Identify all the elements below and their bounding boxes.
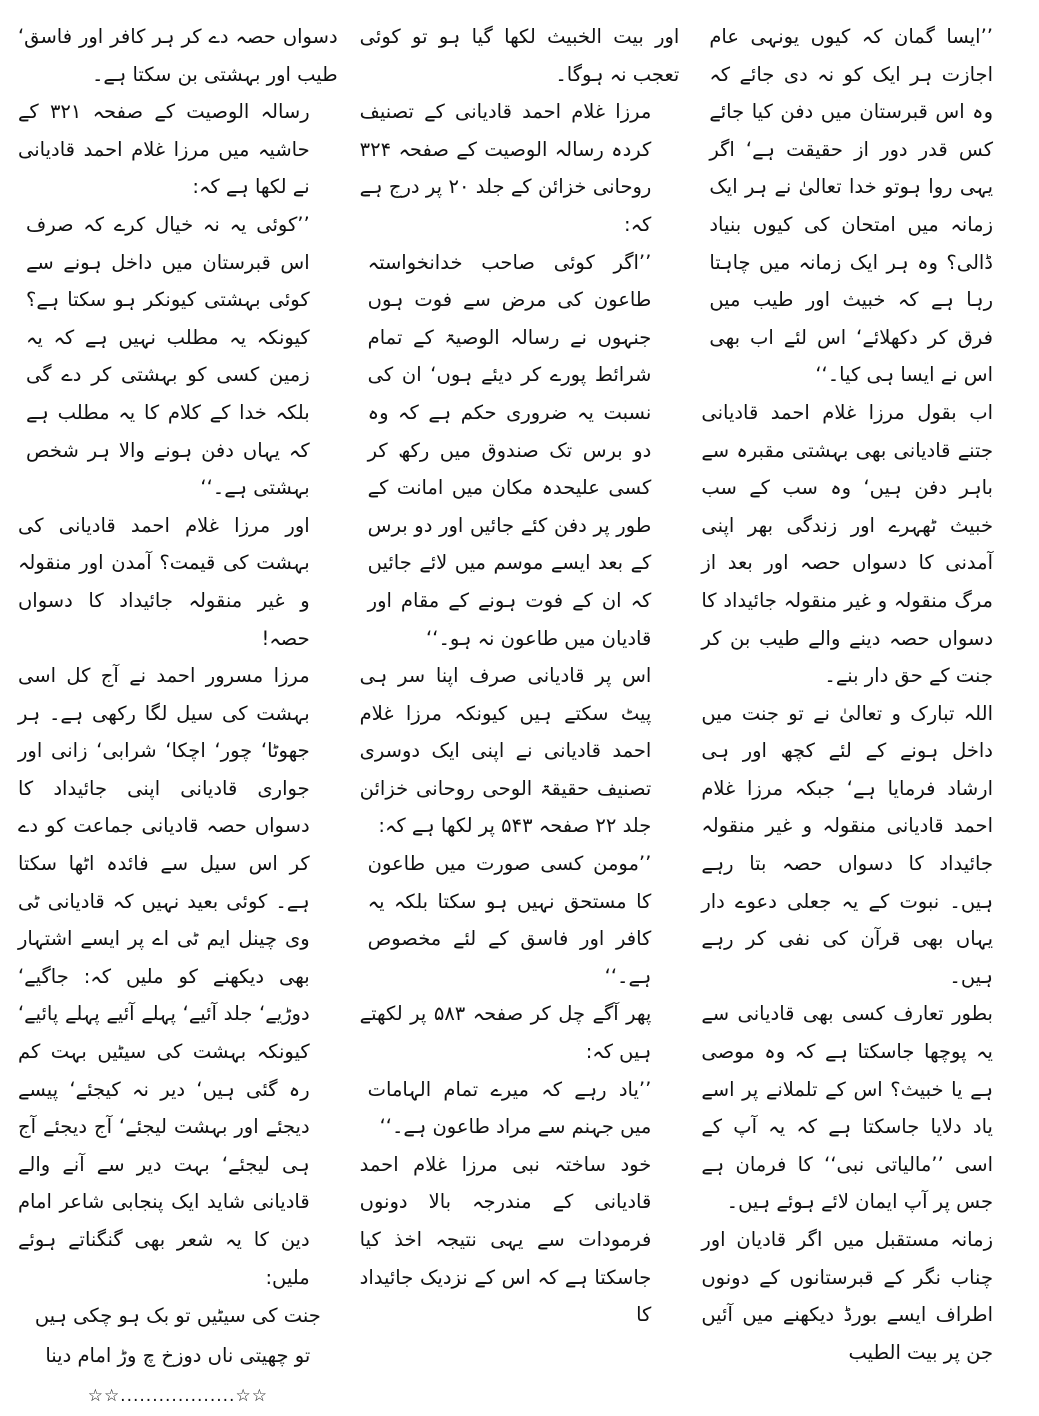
paragraph: زمانہ مستقبل میں اگر قادیان اور چناب نگر کے قبرستانوں کے دونوں اطراف ایسے بورڈ دیکھنے میں آئیں جن پر بیت الطیب: [701, 1228, 993, 1364]
block-quote: ’’کوئی یہ نہ خیال کرے کہ صرف اس قبرستان میں داخل ہونے سے کوئی بہشتی کیونکر ہو سکتا ہے؟ کیونکہ یہ مطلب نہیں ہے کہ یہ زمین کسی کو بہشتی کر دے گی بلکہ خدا کے کلام کا یہ مطلب ہے کہ یہاں دفن ہونے والا ہر شخص بہشتی ہے۔‘‘: [25, 212, 310, 500]
paragraph: بطور تعارف کسی بھی قادیانی سے یہ پوچھا جاسکتا ہے کہ وہ موصی ہے یا خبیث؟ اس کے تلملانے پر اسے یاد دلایا جاسکتا ہے کہ یہ آپ کے اسی ’’مالیاتی نبی‘‘ کا فرمان ہے جس پر آپ ایمان لائے ہوئے ہیں۔: [701, 1002, 993, 1214]
paragraph: اللہ تبارک و تعالیٰ نے تو جنت میں داخل ہونے کے لئے کچھ اور ہی ارشاد فرمایا ہے‘ جبکہ مرزا غلام احمد قادیانی منقولہ و غیر منقولہ جائیداد کا دسواں حصہ بتا رہے ہیں۔ نبوت کے یہ جعلی دعوے دار یہاں بھی قرآن کی نفی کر رہے ہیں۔: [701, 701, 993, 988]
paragraph: مرزا مسرور احمد نے آج کل اسی بہشت کی سیل لگا رکھی ہے۔ ہر جھوٹا‘ چور‘ اچکا‘ شرابی‘ زانی اور جواری قادیانی اپنی جائیداد کا دسواں حصہ قادیانی جماعت کو دے کر اس سیل سے فائدہ اٹھا سکتا ہے۔ کوئی بعید نہیں کہ قادیانی ٹی وی چینل ایم ٹی اے پر ایسے اشتہار بھی دیکھنے کو ملیں کہ: جاگیے‘ دوڑیے‘ جلد آئیے‘ پہلے آئیے پہلے پائیے‘ کیونکہ بہشت کی سیٹیں بہت کم رہ گئی ہیں‘ دیر نہ کیجئے‘ پیسے دیجئے اور بہشت لیجئے‘ آج دیجئے آج ہی لیجئے‘ بہت دیر سے آنے والے قادیانی شاید ایک پنجابی شاعر امام دین کا یہ شعر بھی گنگناتے ہوئے ملیں:: [17, 664, 310, 1289]
text-column-middle: [360, 18, 680, 1348]
paragraph-continued: اور بیت الخبیث لکھا گیا ہو تو کوئی تعجب نہ ہوگا۔: [359, 25, 680, 86]
paragraph: پھر آگے چل کر صفحہ ۵۸۳ پر لکھتے ہیں کہ:: [359, 1002, 652, 1064]
section-separator: ☆☆..................☆☆: [87, 1386, 268, 1407]
paragraph: خود ساختہ نبی مرزا غلام احمد قادیانی کے مندرجہ بالا دونوں فرمودات سے یہی نتیجہ اخذ کیا جاسکتا ہے کہ اس کے نزدیک جائیداد کا: [359, 1152, 652, 1327]
paragraph: مرزا غلام احمد قادیانی کے تصنیف کردہ رسالہ الوصیت کے صفحہ ۳۲۴ روحانی خزائن کے جلد ۲۰ پر درج ہے کہ:: [359, 100, 652, 236]
text-column-right: [701, 18, 1021, 1364]
paragraph: اس پر قادیانی صرف اپنا سر ہی پیٹ سکتے ہیں کیونکہ مرزا غلام احمد قادیانی نے اپنی ایک دوسری تصنیف حقیقۃ الوحی روحانی خزائن جلد ۲۲ صفحہ ۵۴۳ پر لکھا ہے کہ:: [359, 664, 652, 838]
poem-verse: [18, 1296, 338, 1376]
poem-line: تو چھیتی ناں دوزخ چ وڑ امام دینا: [45, 1344, 311, 1368]
block-quote: ’’یاد رہے کہ میرے تمام الہامات میں جہنم سے مراد طاعون ہے۔‘‘: [367, 1077, 652, 1139]
paragraph: اور مرزا غلام احمد قادیانی کی بہشت کی قیمت؟ آمدن اور منقولہ و غیر منقولہ جائیداد کا دسواں حصہ!: [17, 513, 310, 650]
text-column-left: [17, 18, 338, 1407]
block-quote: ’’مومن کسی صورت میں طاعون کا مستحق نہیں ہو سکتا بلکہ یہ کافر اور فاسق کے لئے مخصوص ہے۔‘‘: [367, 852, 652, 988]
poem-line: جنت کی سیٹیں تو بک ہو چکی ہیں: [34, 1304, 321, 1328]
block-quote: ’’ایسا گمان کہ کیوں یونہی عام اجازت ہر ایک کو نہ دی جائے کہ وہ اس قبرستان میں دفن کیا جائے کس قدر دور از حقیقت ہے‘ اگر یہی روا ہوتو خدا تعالیٰ نے ہر ایک زمانہ میں امتحان کی کیوں بنیاد ڈالی؟ وہ ہر ایک زمانہ میں چاہتا رہا ہے کہ خبیث اور طیب میں فرق کر دکھلائے‘ اس لئے اب بھی اس نے ایسا ہی کیا۔‘‘: [709, 25, 993, 387]
paragraph: اب بقول مرزا غلام احمد قادیانی جتنے قادیانی بھی بہشتی مقبرہ سے باہر دفن ہیں‘ وہ سب کے سب خبیث ٹھہرے اور زندگی بھر اپنی آمدنی کا دسواں حصہ اور بعد از مرگ منقولہ و غیر منقولہ جائیداد کا دسواں حصہ دینے والے طیب بن کر جنت کے حق دار بنے۔: [701, 400, 993, 688]
paragraph: رسالہ الوصیت کے صفحہ ۳۲۱ کے حاشیہ میں مرزا غلام احمد قادیانی نے لکھا ہے کہ:: [17, 100, 310, 199]
paragraph-continued: دسواں حصہ دے کر ہر کافر اور فاسق‘ طیب اور بہشتی بن سکتا ہے۔: [17, 25, 338, 86]
block-quote: ’’اگر کوئی صاحب خدانخواستہ طاعون کی مرض سے فوت ہوں جنہوں نے رسالہ الوصیۃ کے تمام شرائط پورے کر دیئے ہوں‘ ان کی نسبت یہ ضروری حکم ہے کہ وہ دو برس تک صندوق میں رکھ کر کسی علیحدہ مکان میں امانت کے طور پر دفن کئے جائیں اور دو برس کے بعد ایسے موسم میں لائے جائیں کہ ان کے فوت ہونے کے مقام اور قادیان میں طاعون نہ ہو۔‘‘: [367, 250, 652, 650]
